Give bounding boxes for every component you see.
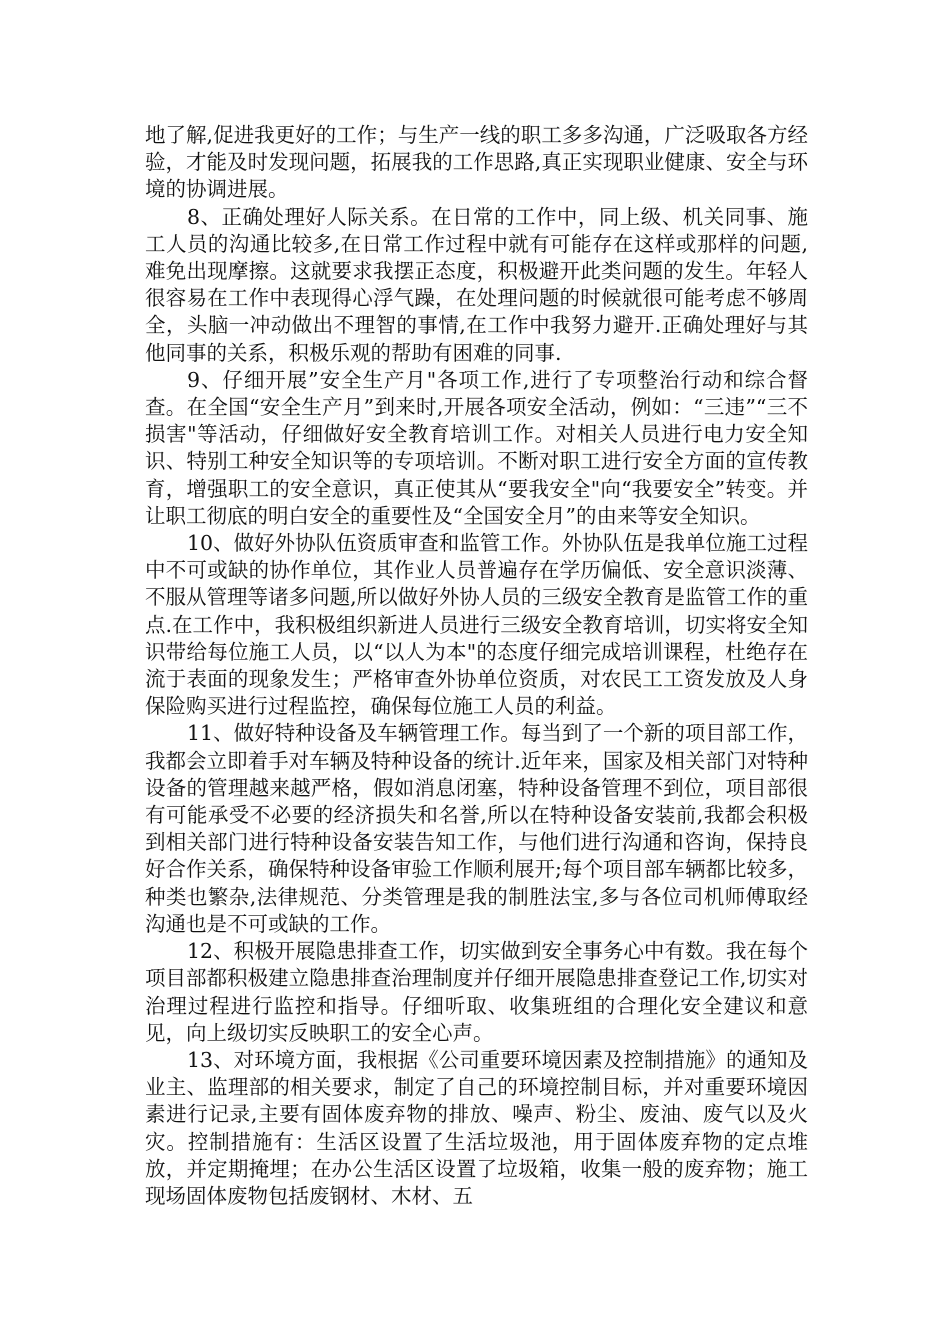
paragraph-item-11: 11、做好特种设备及车辆管理工作。每当到了一个新的项目部工作，我都会立即着手对车辆及特种设备的统计.近年来，国家及相关部门对特种设备的管理越来越严格，假如消息闭塞，特种设备管理不到位，项目部很有可能承受不必要的经济损失和名誉,所以在特种设备安装前,我都会积极到相关部门进行特种设备安装告知工作，与他们进行沟通和咨询，保持良好合作关系，确保特种设备审验工作顺利展开;每个项目部车辆都比较多，种类也繁杂,法律规范、分类管理是我的制胜法宝,多与各位司机师傅取经沟通也是不可或缺的工作。 [145,721,808,936]
document-page [145,122,808,1210]
paragraph-item-9: 9、仔细开展”安全生产月"各项工作,进行了专项整治行动和综合督查。在全国“安全生产月”到来时,开展各项安全活动，例如：“三违”“三不损害"等活动，仔细做好安全教育培训工作。对相关人员进行电力安全知识、特别工种安全知识等的专项培训。不断对职工进行安全方面的宣传教育，增强职工的安全意识，真正使其从“要我安全"向“我要安全”转变。并让职工彻底的明白安全的重要性及“全国安全月”的由来等安全知识。 [145,367,808,528]
paragraph-item-8: 8、正确处理好人际关系。在日常的工作中，同上级、机关同事、施工人员的沟通比较多,在日常工作过程中就有可能存在这样或那样的问题,难免出现摩擦。这就要求我摆正态度，积极避开此类问题的发生。年轻人很容易在工作中表现得心浮气躁，在处理问题的时候就很可能考虑不够周全，头脑一冲动做出不理智的事情,在工作中我努力避开.正确处理好与其他同事的关系，积极乐观的帮助有困难的同事. [145,204,808,365]
paragraph-item-10: 10、做好外协队伍资质审查和监管工作。外协队伍是我单位施工过程中不可或缺的协作单位，其作业人员普遍存在学历偏低、安全意识淡薄、不服从管理等诸多问题,所以做好外协人员的三级安全教育是监管工作的重点.在工作中，我积极组织新进人员进行三级安全教育培训，切实将安全知识带给每位施工人员，以“以人为本"的态度仔细完成培训课程，杜绝存在流于表面的现象发生；严格审查外协单位资质，对农民工工资发放及人身保险购买进行过程监控，确保每位施工人员的利益。 [145,531,808,719]
paragraph-item-13: 13、对环境方面，我根据《公司重要环境因素及控制措施》的通知及业主、监理部的相关要求，制定了自己的环境控制目标，并对重要环境因素进行记录,主要有固体废弃物的排放、噪声、粉尘、废油、废气以及火灾。控制措施有：生活区设置了生活垃圾池，用于固体废弃物的定点堆放，并定期掩埋；在办公生活区设置了垃圾箱，收集一般的废弃物；施工现场固体废物包括废钢材、木材、五 [145,1047,808,1208]
paragraph-item-12: 12、积极开展隐患排查工作，切实做到安全事务心中有数。我在每个项目部都积极建立隐患排查治理制度并仔细开展隐患排查登记工作,切实对治理过程进行监控和指导。仔细听取、收集班组的合理化安全建议和意见，向上级切实反映职工的安全心声。 [145,939,808,1045]
paragraph-continuation: 地了解,促进我更好的工作；与生产一线的职工多多沟通，广泛吸取各方经验，才能及时发现问题，拓展我的工作思路,真正实现职业健康、安全与环境的协调进展。 [145,123,808,202]
